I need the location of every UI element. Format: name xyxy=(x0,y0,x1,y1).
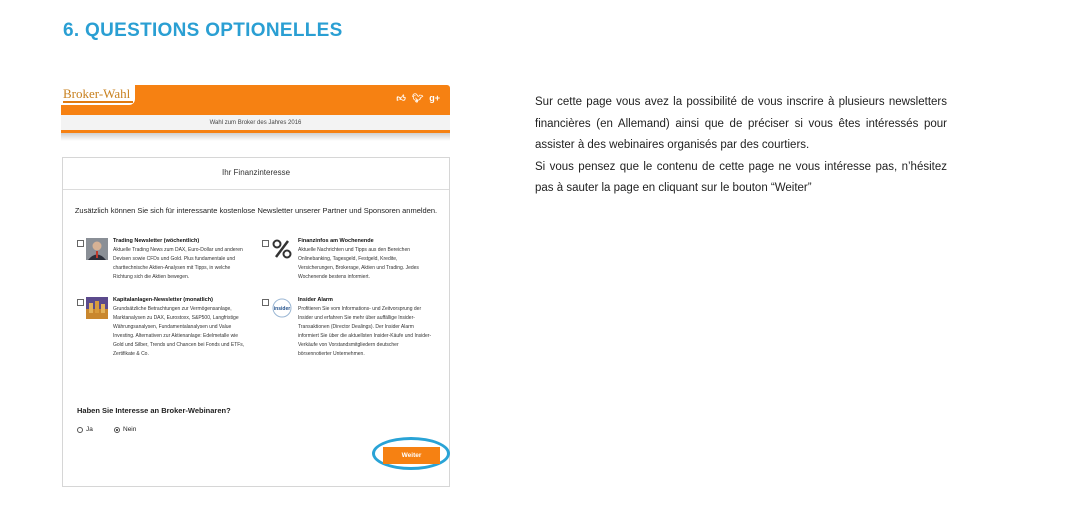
newsletter-description: Aktuelle Trading News zum DAX, Euro-Dollar und anderen Devisen sowie CFDs und Gold. Plus fundamentale und charttechnische Aktien-Analysen mit Tipps, in welche Richtung sich die Aktien bewegen. xyxy=(113,247,243,280)
insider-logo-text: insider xyxy=(273,306,291,312)
site-header xyxy=(61,85,450,115)
panel-title: Ihr Finanzinteresse xyxy=(221,168,291,177)
finance-interest-panel xyxy=(62,157,450,487)
radio-nein[interactable] xyxy=(114,427,120,433)
newsletter-description: Profitieren Sie vom Informations- und Zeitvorsprung der Insider und erfahren Sie mehr über auffällige Insider-Transaktionen (Director Dealings). Der Insider Alarm informiert Sie über die aktuellsten Insider-Käufe und Insider-Verkäufe von Vorstandsmitgliedern deutscher börsennotierter Unternehmen. xyxy=(298,306,432,357)
panel-divider xyxy=(63,189,449,190)
description-paragraph-1: Sur cette page vous avez la possibilité de vous inscrire à plusieurs newsletters financières (en Allemand) ainsi que de préciser si vous êtes intéressés pour assister à des webinaires organisés par des courtiers. xyxy=(535,96,947,151)
newsletter-checkbox-weekend[interactable] xyxy=(262,240,269,247)
newsletter-title: Insider Alarm xyxy=(298,297,333,303)
logo-underline xyxy=(63,101,133,103)
radio-option-nein[interactable] xyxy=(114,426,136,433)
newsletter-checkbox-capital[interactable] xyxy=(77,299,84,306)
google-plus-icon[interactable]: g+ xyxy=(429,93,440,103)
percent-icon xyxy=(271,238,293,260)
section-title: 6. QUESTIONS OPTIONELLES xyxy=(63,20,343,41)
description-paragraph-2: Si vous pensez que le contenu de cette page ne vous intéresse pas, n’hésitez pas à sauter la page en cliquant sur le bouton “Weiter” xyxy=(535,160,947,194)
thumbs-up-icon[interactable]: 👍︎ xyxy=(396,93,406,103)
award-shadow xyxy=(61,133,450,141)
building-photo-icon xyxy=(86,297,108,319)
newsletter-title: Kapitalanlagen-Newsletter (monatlich) xyxy=(113,297,213,303)
twitter-icon[interactable]: 🐦︎ xyxy=(411,93,424,103)
newsletter-intro: Zusätzlich können Sie sich für interessante kostenlose Newsletter unserer Partner und Sponsoren anmelden. xyxy=(74,206,438,215)
webinar-question: Haben Sie Interesse an Broker-Webinaren? xyxy=(77,406,231,415)
newsletter-description: Grundsätzliche Betrachtungen zur Vermögensanlage, Marktanalysen zu DAX, Eurostoxx, S&P500, Langfristige Währungsanalysen, Fundamentalanalysen und Value Investing. Alternativen zur Aktienanlage: Edelmetalle wie Gold und Silber, Trends und Chancen bei Fonds und ETFs, Zertifikate & Co. xyxy=(113,306,245,357)
newsletter-checkbox-insider[interactable] xyxy=(262,299,269,306)
newsletter-title: Finanzinfos am Wochenende xyxy=(298,238,374,244)
weiter-button[interactable]: Weiter xyxy=(383,447,440,464)
logo-text: Broker-Wahl xyxy=(63,86,131,101)
social-links xyxy=(396,93,440,103)
newsletter-checkbox-trading[interactable] xyxy=(77,240,84,247)
broker-wahl-logo[interactable] xyxy=(61,85,135,105)
weiter-highlight-circle xyxy=(372,437,450,470)
insider-logo-icon xyxy=(271,297,293,319)
radio-option-ja[interactable] xyxy=(77,426,93,433)
newsletter-description: Aktuelle Nachrichten und Tipps aus den Bereichen Onlinebanking, Tagesgeld, Festgeld, Kredite, Versicherungen, Brokerage, Aktien und Trading. Jedes Wochenende bestens informiert. xyxy=(298,247,419,280)
radio-label-nein: Nein xyxy=(123,426,137,433)
newsletter-title: Trading Newsletter (wöchentlich) xyxy=(113,238,200,244)
trader-portrait-icon xyxy=(86,238,108,260)
award-bar: Wahl zum Broker des Jahres 2016 xyxy=(61,115,450,133)
radio-ja[interactable] xyxy=(77,427,83,433)
radio-label-ja: Ja xyxy=(86,426,93,433)
